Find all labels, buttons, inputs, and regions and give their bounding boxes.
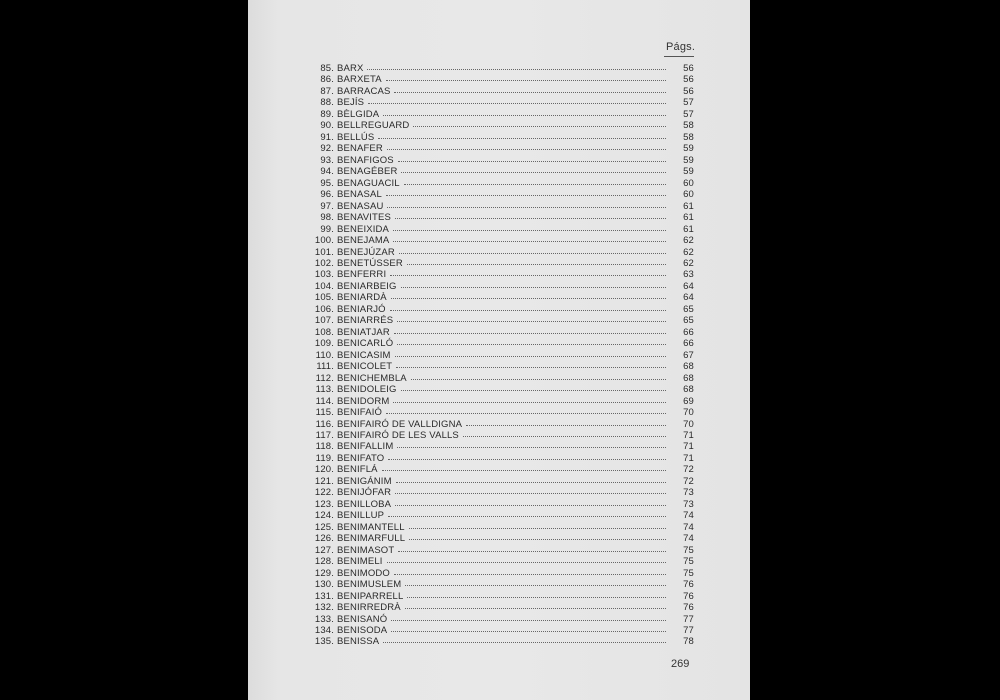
toc-entry [310,143,694,154]
dot-leader [401,172,666,173]
toc-entry [310,522,694,533]
entry-number: 120. [314,464,334,476]
toc-entry [310,132,694,143]
toc-entry [310,441,694,452]
entry-page: 56 [683,85,694,97]
toc-entry [310,201,694,212]
entry-page: 71 [683,452,694,464]
entry-number: 132. [314,602,334,614]
entry-title: BEJÍS [337,97,365,109]
dot-leader [368,103,666,104]
dot-leader [393,402,666,403]
entry-number: 108. [314,326,334,338]
entry-page: 76 [683,602,694,614]
toc-entry [310,74,694,85]
entry-title: BENIATJAR [337,326,390,338]
entry-title: BENIMODO [337,567,390,579]
entry-page: 62 [683,235,694,247]
toc-entry [310,636,694,647]
entry-title: BENICHEMBLA [337,372,407,384]
entry-page: 75 [683,544,694,556]
entry-page: 72 [683,464,694,476]
entry-title: BENIFALLIM [337,441,394,453]
toc-entry [310,361,694,372]
toc-entry [310,476,694,487]
toc-entry [310,86,694,97]
entry-page: 64 [683,292,694,304]
entry-number: 93. [320,154,334,166]
entry-page: 64 [683,280,694,292]
entry-title: BARRACAS [337,85,391,97]
entry-title: BARXETA [337,74,382,86]
dot-leader [401,287,666,288]
entry-title: BENIARDÀ [337,292,387,304]
toc-entry [310,212,694,223]
entry-title: BÈLGIDA [337,108,380,120]
entry-number: 124. [314,510,334,522]
entry-page: 56 [683,74,694,86]
dot-leader [393,230,666,231]
dot-leader [397,344,666,345]
dot-leader [391,298,666,299]
entry-page: 77 [683,624,694,636]
dot-leader [411,379,666,380]
entry-title: BENIRREDRÀ [337,602,401,614]
entry-title: BENASAU [337,200,384,212]
entry-page: 71 [683,441,694,453]
toc-entry [310,591,694,602]
toc-entry [310,247,694,258]
dot-leader [397,321,666,322]
toc-entry [310,510,694,521]
entry-number: 128. [314,556,334,568]
dot-leader [388,516,666,517]
entry-title: BENAVITES [337,212,391,224]
entry-title: BENIDORM [337,395,390,407]
toc-entry [310,350,694,361]
entry-title: BENIMANTELL [337,521,405,533]
entry-title: BENAGUACIL [337,177,400,189]
dot-leader [398,551,666,552]
entry-page: 58 [683,131,694,143]
dot-leader [409,528,666,529]
entry-title: BENASAL [337,189,382,201]
entry-title: BENILLOBA [337,498,392,510]
dot-leader [390,310,666,311]
entry-page: 78 [683,636,694,648]
entry-number: 123. [314,498,334,510]
toc-entry [310,487,694,498]
toc-entry [310,396,694,407]
dot-leader [401,390,666,391]
dot-leader [367,69,666,70]
entry-title: BENISSA [337,636,380,648]
entry-number: 114. [315,395,334,407]
entry-page: 60 [683,177,694,189]
entry-page: 70 [683,407,694,419]
dot-leader [413,126,666,127]
entry-title: BENAFER [337,143,383,155]
entry-number: 105. [314,292,334,304]
entry-title: BENIFATO [337,452,385,464]
entry-title: BENILLUP [337,510,385,522]
entry-number: 127. [314,544,334,556]
entry-number: 116. [315,418,334,430]
dot-leader [395,505,666,506]
entry-number: 115. [315,407,334,419]
dot-leader [396,482,666,483]
dot-leader [407,597,666,598]
dot-leader [383,642,666,643]
entry-page: 60 [683,189,694,201]
toc-entry [310,384,694,395]
dot-leader [394,92,666,93]
entry-page: 66 [683,338,694,350]
entry-number: 94. [320,166,334,178]
dot-leader [395,493,666,494]
entry-page: 58 [683,120,694,132]
dot-leader [394,333,666,334]
entry-number: 104. [314,280,334,292]
toc-entry [310,281,694,292]
dot-leader [387,562,666,563]
entry-title: BENIARJÓ [337,303,386,315]
entry-page: 56 [683,63,694,74]
dot-leader [382,470,666,471]
entry-page: 65 [683,315,694,327]
dot-leader [395,218,666,219]
dot-leader [387,207,666,208]
dot-leader [386,80,666,81]
header-underline [664,56,694,57]
entry-page: 66 [683,326,694,338]
entry-title: BELLÚS [337,131,375,143]
dot-leader [393,241,666,242]
entry-page: 69 [683,395,694,407]
dot-leader [383,115,666,116]
entry-number: 130. [314,579,334,591]
entry-page: 75 [683,556,694,568]
entry-title: BENICOLET [337,361,393,373]
dot-leader [395,356,666,357]
entry-page: 73 [683,498,694,510]
entry-page: 68 [683,372,694,384]
dot-leader [391,631,666,632]
dot-leader [409,539,666,540]
entry-number: 89. [320,108,334,120]
entry-page: 75 [683,567,694,579]
toc-entry [310,120,694,131]
dot-leader [391,620,666,621]
entry-number: 101. [314,246,334,258]
entry-title: BENIMASOT [337,544,395,556]
toc-entry [310,97,694,108]
dot-leader [399,253,666,254]
entry-title: BENAFIGOS [337,154,394,166]
entry-number: 133. [314,613,334,625]
entry-number: 86. [320,74,334,86]
entry-title: BENIJÓFAR [337,487,392,499]
page-number: 269 [671,658,690,670]
entry-page: 57 [683,97,694,109]
entry-page: 70 [683,418,694,430]
toc-entry [310,545,694,556]
toc-entry [310,63,694,74]
dot-leader [463,436,666,437]
dot-leader [394,574,666,575]
toc-entry [310,109,694,120]
entry-page: 72 [683,475,694,487]
toc-entry [310,178,694,189]
entry-title: BENIGÁNIM [337,475,392,487]
entry-number: 131. [314,590,334,602]
dot-leader [386,413,666,414]
dot-leader [387,149,666,150]
entry-number: 122. [314,487,334,499]
entry-number: 98. [320,212,334,224]
entry-number: 100. [314,235,334,247]
entry-page: 73 [683,487,694,499]
dot-leader [396,367,666,368]
entry-number: 107. [314,315,334,327]
entry-title: BENISODA [337,624,388,636]
entry-title: BELLREGUARD [337,120,410,132]
toc-entry [310,430,694,441]
entry-title: BENEIXIDA [337,223,390,235]
entry-page: 68 [683,384,694,396]
table-of-contents [310,63,694,648]
entry-page: 74 [683,510,694,522]
toc-entry [310,269,694,280]
toc-entry [310,338,694,349]
entry-title: BENICARLÓ [337,338,394,350]
entry-number: 111. [316,361,334,373]
entry-page: 61 [683,223,694,235]
entry-page: 65 [683,303,694,315]
dot-leader [390,275,666,276]
entry-number: 135. [314,636,334,648]
entry-number: 85. [320,63,334,74]
entry-page: 61 [683,212,694,224]
entry-page: 59 [683,166,694,178]
toc-entry [310,568,694,579]
entry-number: 117. [315,430,334,441]
entry-number: 97. [320,200,334,212]
entry-title: BENEJAMA [337,235,390,247]
entry-title: BENIMUSLEM [337,579,402,591]
entry-page: 59 [683,154,694,166]
entry-title: BARX [337,63,364,74]
entry-title: BENIMELI [337,556,383,568]
dot-leader [407,264,666,265]
entry-page: 61 [683,200,694,212]
dot-leader [404,184,666,185]
toc-entry [310,464,694,475]
toc-entry [310,407,694,418]
toc-entry [310,602,694,613]
dot-leader [386,195,666,196]
entry-title: BENIFLÁ [337,464,378,476]
toc-entry [310,155,694,166]
entry-page: 63 [683,269,694,281]
entry-number: 102. [314,257,334,269]
dot-leader [397,447,666,448]
toc-entry [310,166,694,177]
entry-number: 92. [320,143,334,155]
entry-number: 121. [314,475,334,487]
entry-title: BENAGÉBER [337,166,398,178]
toc-entry [310,625,694,636]
entry-page: 77 [683,613,694,625]
entry-title: BENEJÚZAR [337,246,395,258]
toc-entry [310,614,694,625]
toc-entry [310,579,694,590]
entry-number: 126. [314,533,334,545]
toc-entry [310,419,694,430]
entry-number: 118. [315,441,334,453]
dot-leader [388,459,666,460]
entry-number: 95. [320,177,334,189]
entry-number: 110. [315,349,334,361]
entry-title: BENIFAIRÓ DE LES VALLS [337,430,459,441]
entry-page: 62 [683,246,694,258]
entry-number: 88. [320,97,334,109]
entry-title: BENICASIM [337,349,391,361]
entry-title: BENIARBEIG [337,280,397,292]
entry-number: 125. [314,521,334,533]
entry-number: 112. [315,372,334,384]
entry-number: 113. [315,384,334,396]
entry-number: 134. [314,624,334,636]
dot-leader [405,608,666,609]
entry-number: 119. [315,452,334,464]
toc-entry [310,315,694,326]
entry-page: 76 [683,590,694,602]
entry-page: 74 [683,521,694,533]
entry-number: 129. [314,567,334,579]
entry-page: 76 [683,579,694,591]
entry-number: 87. [320,85,334,97]
entry-page: 59 [683,143,694,155]
dot-leader [378,138,666,139]
entry-title: BENIDOLEIG [337,384,397,396]
toc-entry [310,499,694,510]
entry-page: 57 [683,108,694,120]
toc-entry [310,292,694,303]
entry-page: 67 [683,349,694,361]
entry-title: BENIARRÉS [337,315,394,327]
pages-column-header: Págs. [666,41,696,53]
toc-entry [310,327,694,338]
dot-leader [398,161,666,162]
toc-entry [310,533,694,544]
entry-title: BENIFAIRÓ DE VALLDIGNA [337,418,463,430]
toc-entry [310,453,694,464]
entry-number: 109. [314,338,334,350]
entry-page: 71 [683,430,694,441]
entry-title: BENIPARRELL [337,590,404,602]
toc-entry [310,189,694,200]
entry-number: 106. [314,303,334,315]
toc-entry [310,258,694,269]
dot-leader [466,425,666,426]
entry-number: 91. [320,131,334,143]
entry-number: 99. [320,223,334,235]
entry-page: 74 [683,533,694,545]
entry-title: BENIMARFULL [337,533,406,545]
toc-entry [310,373,694,384]
toc-entry [310,235,694,246]
entry-page: 68 [683,361,694,373]
entry-title: BENFERRI [337,269,387,281]
entry-number: 96. [320,189,334,201]
toc-entry [310,556,694,567]
entry-number: 90. [320,120,334,132]
toc-entry [310,224,694,235]
entry-number: 103. [314,269,334,281]
dot-leader [405,585,666,586]
entry-title: BENIFAIÓ [337,407,383,419]
entry-page: 62 [683,257,694,269]
entry-title: BENISANÓ [337,613,388,625]
document-page [248,0,750,700]
toc-entry [310,304,694,315]
entry-title: BENETÚSSER [337,257,403,269]
